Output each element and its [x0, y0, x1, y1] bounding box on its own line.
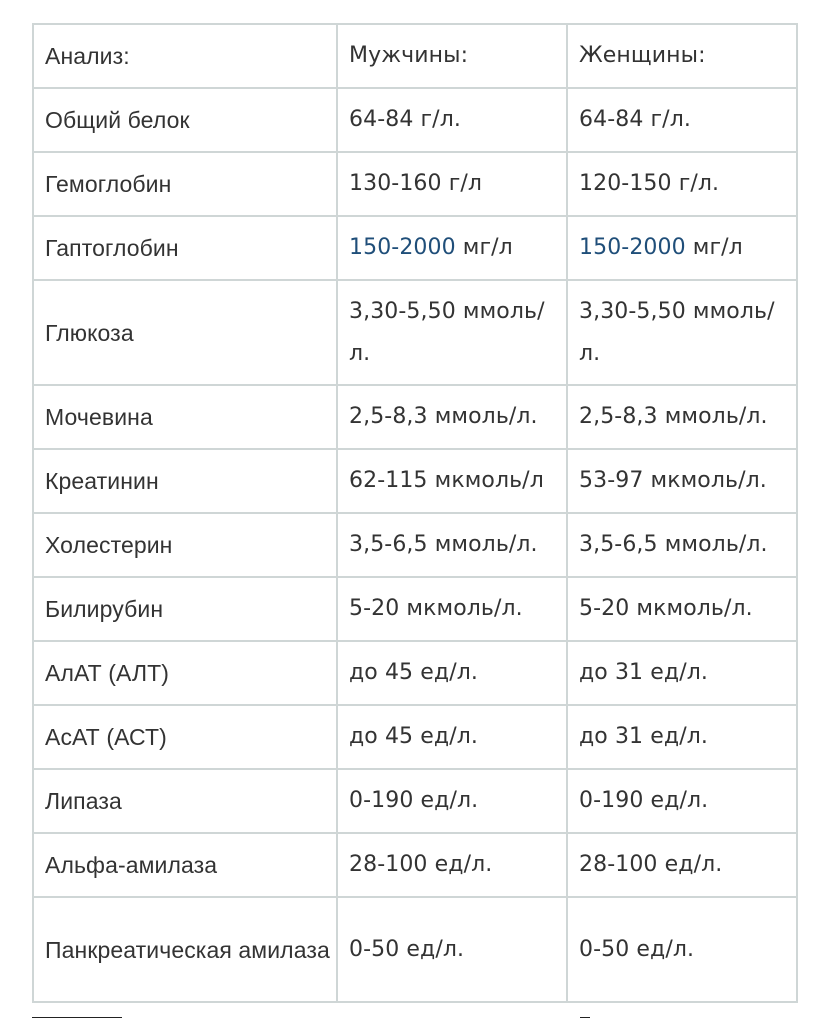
analysis-name: Общий белок: [33, 88, 337, 152]
women-value: 0-50 ед/л.: [567, 897, 797, 1002]
table-row: [33, 577, 797, 641]
men-value: до 45 ед/л.: [337, 641, 567, 705]
women-value: 5-20 мкмоль/л.: [567, 577, 797, 641]
women-value: 28-100 ед/л.: [567, 833, 797, 897]
analysis-name: Билирубин: [33, 577, 337, 641]
men-value: 28-100 ед/л.: [337, 833, 567, 897]
women-value: 64-84 г/л.: [567, 88, 797, 152]
men-value: до 45 ед/л.: [337, 705, 567, 769]
analysis-name: АлАТ (АЛТ): [33, 641, 337, 705]
analysis-name: Глюкоза: [33, 280, 337, 385]
analysis-name: Гаптоглобин: [33, 216, 337, 280]
analysis-name: Холестерин: [33, 513, 337, 577]
men-value: 2,5-8,3 ммоль/л.: [337, 385, 567, 449]
women-value: [567, 216, 797, 280]
table-row: [33, 769, 797, 833]
men-value: 62-115 мкмоль/л: [337, 449, 567, 513]
header-analysis: Анализ:: [33, 24, 337, 88]
women-value-link[interactable]: 150-2000: [579, 235, 686, 260]
reference-values-table: [32, 23, 798, 1003]
header-women: Женщины:: [567, 24, 797, 88]
table-row: [33, 833, 797, 897]
table-row: [33, 449, 797, 513]
table-row: [33, 88, 797, 152]
table-row: [33, 385, 797, 449]
women-value: до 31 ед/л.: [567, 705, 797, 769]
table-row: [33, 641, 797, 705]
men-value: 0-50 ед/л.: [337, 897, 567, 1002]
analysis-name: Гемоглобин: [33, 152, 337, 216]
table-row: [33, 513, 797, 577]
men-value: [337, 216, 567, 280]
analysis-name: Мочевина: [33, 385, 337, 449]
men-value: 64-84 г/л.: [337, 88, 567, 152]
analysis-name: Липаза: [33, 769, 337, 833]
women-value: 53-97 мкмоль/л.: [567, 449, 797, 513]
women-value: 2,5-8,3 ммоль/л.: [567, 385, 797, 449]
women-value: 3,30-5,50 ммоль/л.: [567, 280, 797, 385]
men-value-link[interactable]: 150-2000: [349, 235, 456, 260]
analysis-name: Альфа-амилаза: [33, 833, 337, 897]
analysis-name: Панкреатическая амилаза: [33, 897, 337, 1002]
women-value-unit: мг/л: [685, 235, 743, 260]
men-value: 3,5-6,5 ммоль/л.: [337, 513, 567, 577]
women-value: 0-190 ед/л.: [567, 769, 797, 833]
men-value: 3,30-5,50 ммоль/л.: [337, 280, 567, 385]
table-row: [33, 705, 797, 769]
men-value: 0-190 ед/л.: [337, 769, 567, 833]
men-value: 130-160 г/л: [337, 152, 567, 216]
table-row: [33, 152, 797, 216]
analysis-name: Креатинин: [33, 449, 337, 513]
women-value: 3,5-6,5 ммоль/л.: [567, 513, 797, 577]
cut-off-text-line: [32, 1010, 796, 1018]
table-row: [33, 897, 797, 1002]
table-row: [33, 216, 797, 280]
women-value: до 31 ед/л.: [567, 641, 797, 705]
analysis-name: АсАТ (АСТ): [33, 705, 337, 769]
header-men: Мужчины:: [337, 24, 567, 88]
table-row: [33, 280, 797, 385]
women-value: 120-150 г/л.: [567, 152, 797, 216]
table-header-row: [33, 24, 797, 88]
men-value-unit: мг/л: [455, 235, 513, 260]
men-value: 5-20 мкмоль/л.: [337, 577, 567, 641]
